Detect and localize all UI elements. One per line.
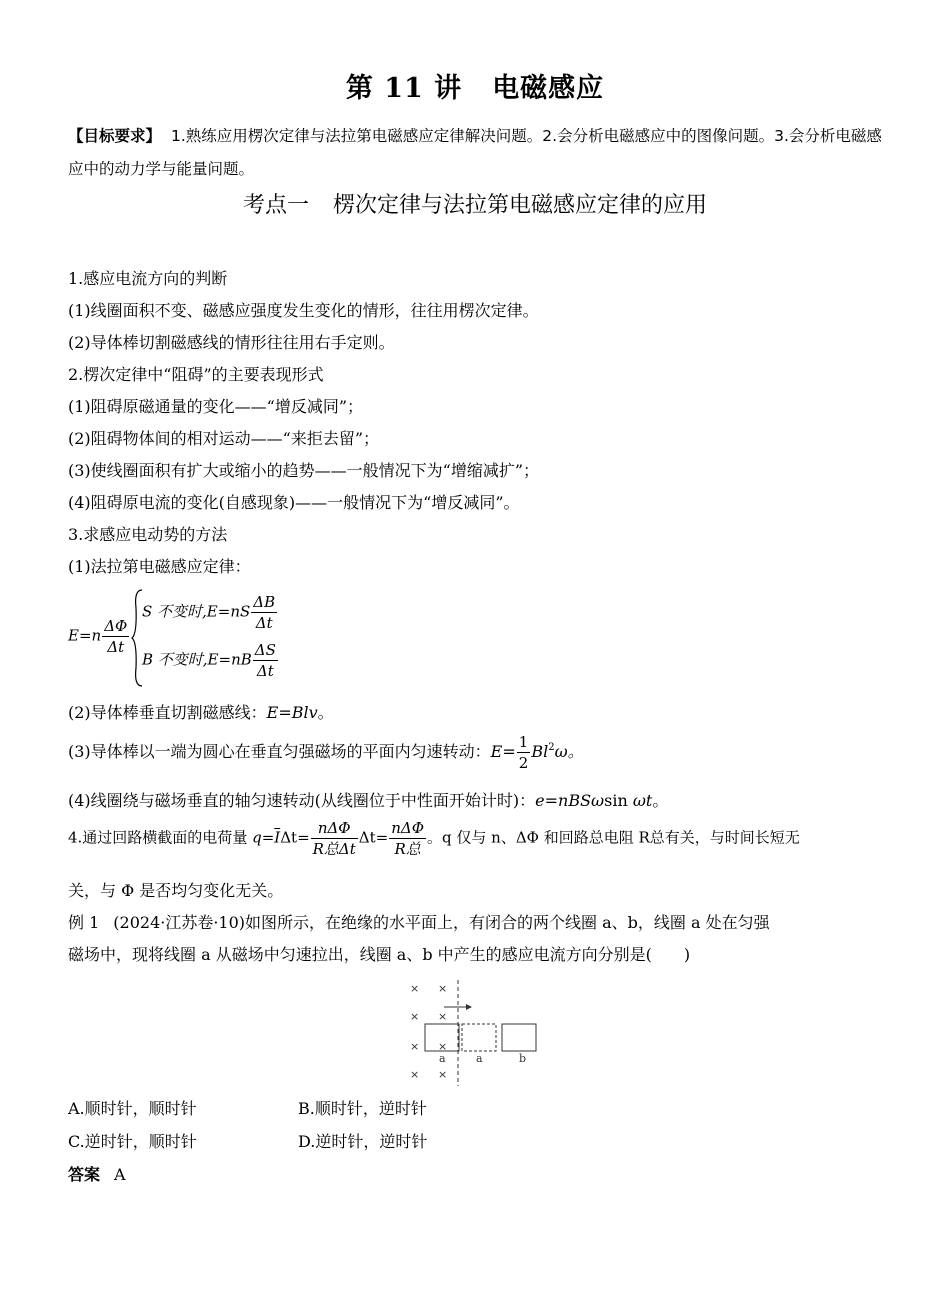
coil-b	[502, 1024, 536, 1051]
formula-lhs	[68, 616, 130, 657]
option-a[interactable]: A.顺时针，顺时针	[68, 1099, 197, 1118]
faraday-formula	[68, 588, 388, 688]
equation: e=nBSω	[535, 791, 605, 810]
fraction-numerator: nΔΦ	[311, 818, 358, 839]
half-fraction	[517, 732, 531, 773]
coil-b-label: b	[519, 1052, 527, 1065]
case-1-text: S 不变时,E=nS	[142, 602, 251, 621]
example-label: 例 1	[68, 913, 100, 932]
arrow-head-icon	[466, 1004, 472, 1010]
goals-paragraph	[68, 120, 883, 186]
text-line	[68, 788, 668, 811]
text-segment: 。q 仅与 n、ΔΦ 和回路总电阻 R总有关，与时间长短无	[427, 828, 800, 847]
field-x-mark: ×	[410, 982, 420, 995]
field-x-mark: ×	[438, 982, 448, 995]
fraction-denominator: Δt	[256, 662, 274, 680]
equation: Δt=	[358, 828, 389, 847]
text-line	[68, 732, 584, 773]
page-title	[0, 66, 950, 105]
text-line: 关，与 Φ 是否均匀变化无关。	[68, 881, 284, 900]
goals-text: 1.熟练应用楞次定律与法拉第电磁感应定律解决问题。2.会分析电磁感应中的图像问题。3.会分析电磁感应中的动力学与能量问题。	[68, 127, 882, 178]
text-line	[68, 700, 334, 723]
equation: Δt=	[280, 828, 310, 847]
section-label: 考点一	[242, 193, 309, 218]
field-x-mark: ×	[410, 1068, 420, 1081]
text-line: 2.楞次定律中“阻碍”的主要表现形式	[68, 365, 324, 384]
coil-a-future	[462, 1024, 496, 1051]
fraction-denominator: R总Δt	[312, 840, 356, 858]
coil-a-label: a	[439, 1052, 446, 1065]
goals-tag: 【目标要求】	[68, 127, 162, 145]
text-line: (3)使线圈面积有扩大或缩小的趋势——一般情况下为“增缩减扩”；	[68, 461, 540, 480]
charge-fraction-1	[311, 818, 358, 859]
answer-label: 答案	[68, 1165, 101, 1184]
lecture-topic: 电磁感应	[492, 73, 605, 104]
equation: Bl	[531, 742, 549, 761]
text-line-charge	[68, 818, 800, 859]
fraction-numerator: ΔB	[253, 593, 276, 611]
equation: ω。	[554, 742, 584, 761]
formula-case-1	[142, 592, 278, 633]
text-line: (4)阻碍原电流的变化(自感现象)——一般情况下为“增反减同”。	[68, 493, 520, 512]
fraction-numerator: nΔΦ	[391, 819, 425, 837]
fraction-numerator: ΔS	[254, 641, 276, 659]
section-heading	[0, 188, 950, 219]
text-segment: (2)导体棒垂直切割磁感线：	[68, 703, 267, 722]
fraction-denominator: R总	[394, 840, 421, 858]
text-segment: (3)导体棒以一端为圆心在垂直匀强磁场的平面内匀速转动：	[68, 742, 491, 761]
fraction-denominator: 2	[518, 754, 529, 772]
formula-lhs-text: E=n	[68, 626, 102, 645]
text-line: (1)阻碍原磁通量的变化——“增反减同”；	[68, 397, 364, 416]
answer-value: A	[114, 1165, 126, 1184]
fraction-denominator: Δt	[107, 638, 125, 656]
text-line: (1)法拉第电磁感应定律：	[68, 557, 251, 576]
example-line-1	[68, 910, 770, 933]
text-line: (2)导体棒切割磁感线的情形往往用右手定则。	[68, 333, 395, 352]
text-line: (2)阻碍物体间的相对运动——“来拒去留”；	[68, 429, 380, 448]
text-segment: (4)线圈绕与磁场垂直的轴匀速转动(从线圈位于中性面开始计时)：	[68, 791, 536, 810]
option-d[interactable]: D.逆时针，逆时针	[298, 1132, 428, 1151]
field-x-mark: ×	[438, 1010, 448, 1023]
case-2-text: B 不变时,E=nB	[142, 650, 252, 669]
example-line-2: 磁场中，现将线圈 a 从磁场中匀速拉出，线圈 a、b 中产生的感应电流方向分别是( )	[68, 945, 691, 964]
answer-line	[68, 1162, 126, 1185]
section-name: 楞次定律与法拉第电磁感应定律的应用	[333, 193, 708, 218]
lecture-number: 第 11 讲	[345, 73, 463, 104]
case-1-fraction	[251, 592, 277, 633]
formula-case-2	[142, 640, 279, 681]
equation: $\overline{I}$	[274, 828, 281, 847]
option-c[interactable]: C.逆时针，顺时针	[68, 1132, 197, 1151]
option-b[interactable]: B.顺时针，逆时针	[298, 1099, 427, 1118]
equation: E=Blv	[266, 703, 318, 722]
fraction-numerator: 1	[518, 733, 529, 751]
formula-main-fraction	[102, 616, 129, 657]
coil-a-future-label: a	[476, 1052, 483, 1065]
superscript: 2	[548, 742, 555, 753]
case-2-fraction	[253, 640, 278, 681]
fraction-numerator: ΔΦ	[104, 617, 128, 635]
equation: E=	[490, 742, 516, 761]
equation: sin	[604, 791, 633, 810]
fraction-denominator: Δt	[255, 614, 273, 632]
charge-fraction-2	[389, 818, 426, 859]
equation: q=	[252, 828, 275, 847]
example-source: (2024·江苏卷·10)	[113, 913, 246, 932]
field-x-mark: ×	[410, 1040, 420, 1053]
text-line: (1)线圈面积不变、磁感应强度发生变化的情形，往往用楞次定律。	[68, 301, 539, 320]
text-line: 1.感应电流方向的判断	[68, 269, 228, 288]
text-segment: 。	[652, 791, 669, 810]
equation: ωt	[632, 791, 653, 810]
text-line: 3.求感应电动势的方法	[68, 525, 228, 544]
field-x-mark: ×	[410, 1010, 420, 1023]
field-x-mark: ×	[438, 1040, 448, 1053]
example-text: 如图所示，在绝缘的水平面上，有闭合的两个线圈 a、b，线圈 a 处在匀强	[245, 913, 770, 932]
field-x-mark: ×	[438, 1068, 448, 1081]
coils-figure	[408, 980, 548, 1088]
text-segment: 。	[317, 703, 334, 722]
text-segment: 4.通过回路横截面的电荷量	[68, 828, 253, 847]
